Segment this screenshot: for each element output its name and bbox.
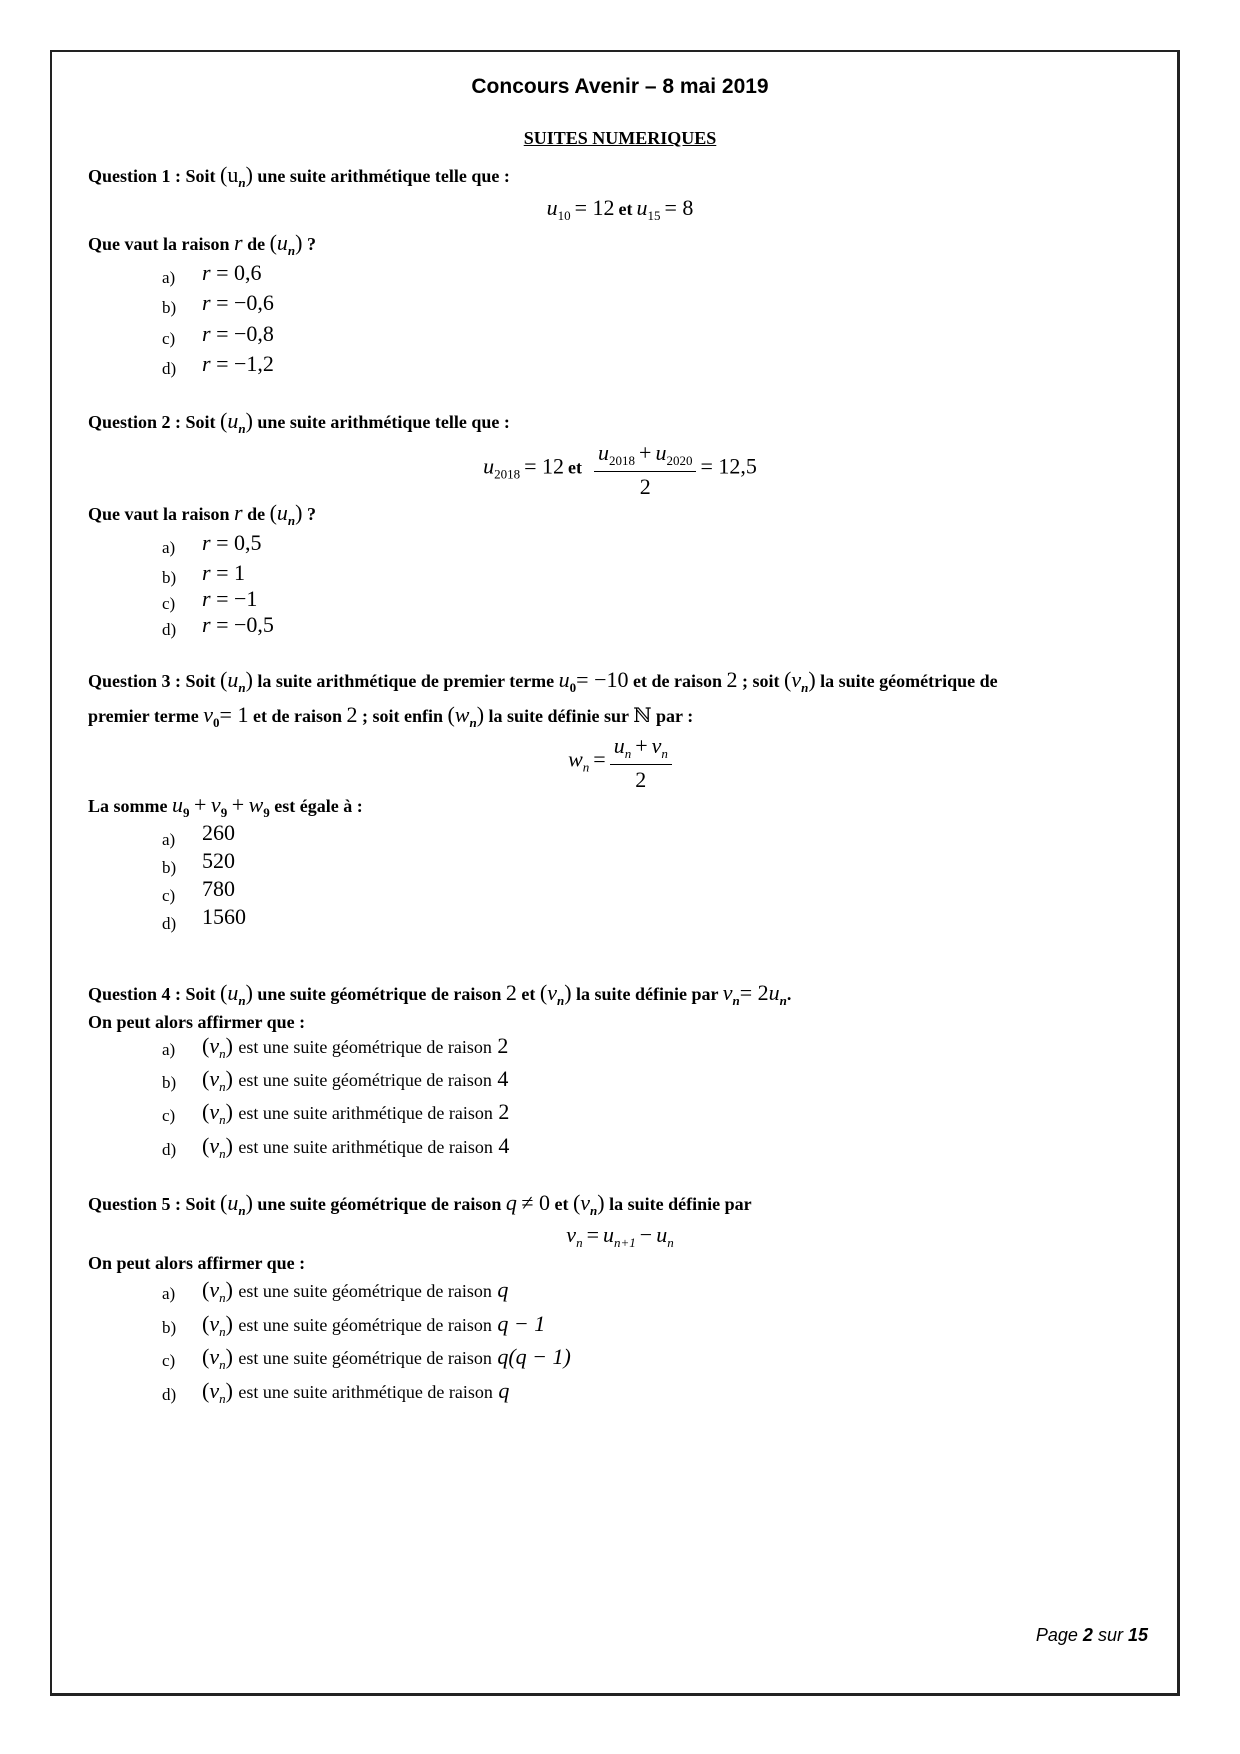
- q4-option-b[interactable]: $(v_n)$ est une suite géométrique de raison 4: [202, 1066, 509, 1094]
- question-2-equation: $u_{2018} = 12$ et $\frac{u_{2018} + u_{2020}}{2}$ = 12,5: [483, 440, 757, 499]
- question-4-statement: Question 4 : Soit $(u_n)$ une suite géométrique de raison 2 et $(v_n)$ la suite définie par $v_n= 2u_n$.: [88, 980, 792, 1008]
- q2-option-a-letter: a): [162, 538, 176, 557]
- question-5-equation: $v_n = u_{n+1} - u_n$: [566, 1222, 674, 1250]
- q5-option-c-letter: c): [162, 1351, 176, 1370]
- question-3-prompt: La somme $u_9 + v_9 + w_9$ est égale à :: [88, 792, 363, 820]
- q3-option-d-letter: d): [162, 914, 177, 933]
- q1-option-a-letter: a): [162, 268, 176, 287]
- question-3-statement-line-2: premier terme $v_0= 1$ et de raison 2 ; soit enfin $(w_n)$ la suite définie sur ℕ par :: [88, 702, 694, 730]
- q2-option-d[interactable]: r = −0,5: [202, 612, 274, 637]
- question-2-statement: Question 2 : Soit $(u_n)$ une suite arithmétique telle que :: [88, 408, 510, 436]
- q3-option-a[interactable]: 260: [202, 820, 235, 845]
- q4-option-d[interactable]: $(v_n)$ est une suite arithmétique de raison 4: [202, 1133, 510, 1161]
- q3-option-c-letter: c): [162, 886, 176, 905]
- q3-option-a-letter: a): [162, 830, 176, 849]
- q5-option-d-letter: d): [162, 1385, 177, 1404]
- q5-option-c[interactable]: $(v_n)$ est une suite géométrique de raison q(q − 1): [202, 1344, 571, 1372]
- question-4-prompt: On peut alors affirmer que :: [88, 1012, 306, 1032]
- q3-option-c[interactable]: 780: [202, 876, 235, 901]
- section-title: SUITES NUMERIQUES: [523, 128, 717, 148]
- q1-option-b[interactable]: r = −0,6: [202, 290, 274, 315]
- q1-option-b-letter: b): [162, 298, 177, 317]
- question-1-statement: Question 1 : Soit $(u_n)$ une suite arithmétique telle que :: [88, 162, 510, 190]
- q5-option-a-letter: a): [162, 1284, 176, 1303]
- q1-option-c[interactable]: r = −0,8: [202, 321, 274, 346]
- q5-option-d[interactable]: $(v_n)$ est une suite arithmétique de raison q: [202, 1378, 510, 1406]
- q2-option-b[interactable]: r = 1: [202, 560, 245, 585]
- q5-option-b[interactable]: $(v_n)$ est une suite géométrique de raison q − 1: [202, 1311, 546, 1339]
- q2-option-b-letter: b): [162, 568, 177, 587]
- page-title: Concours Avenir – 8 mai 2019: [471, 75, 769, 98]
- question-1-equation: $u_{10} = 12$ et $u_{15} = 8$: [546, 195, 694, 223]
- q2-option-d-letter: d): [162, 620, 177, 639]
- q1-option-c-letter: c): [162, 329, 176, 348]
- q3-option-b[interactable]: 520: [202, 848, 235, 873]
- question-3-statement-line-1: Question 3 : Soit $(u_n)$ la suite arithmétique de premier terme $u_0= -10$ et de raison 2 ; soit $(v_n)$ la suite géométrique de: [88, 667, 998, 695]
- q1-option-d-letter: d): [162, 359, 177, 378]
- question-5-statement: Question 5 : Soit $(u_n)$ une suite géométrique de raison q ≠ 0 et $(v_n)$ la suite définie par: [88, 1190, 752, 1218]
- question-2-prompt: Que vaut la raison r de $(u_n)$ ?: [88, 500, 316, 528]
- q3-option-b-letter: b): [162, 858, 177, 877]
- q4-option-c-letter: c): [162, 1106, 176, 1125]
- page-number: Page 2 sur 15: [1035, 1625, 1148, 1645]
- q5-option-a[interactable]: $(v_n)$ est une suite géométrique de raison q: [202, 1277, 509, 1305]
- q2-option-c-letter: c): [162, 594, 176, 613]
- q2-option-c[interactable]: r = −1: [202, 586, 258, 611]
- q3-option-d[interactable]: 1560: [202, 904, 246, 929]
- question-1-prompt: Que vaut la raison r de $(u_n)$ ?: [88, 230, 316, 258]
- q1-option-d[interactable]: r = −1,2: [202, 351, 274, 376]
- q4-option-b-letter: b): [162, 1073, 177, 1092]
- q4-option-d-letter: d): [162, 1140, 177, 1159]
- question-3-equation: $w_n$ = $\frac{u_n + v_n}{2}$: [0, 733, 1240, 793]
- q4-option-a-letter: a): [162, 1040, 176, 1059]
- q5-option-b-letter: b): [162, 1318, 177, 1337]
- q4-option-a[interactable]: $(v_n)$ est une suite géométrique de raison 2: [202, 1033, 509, 1061]
- q1-option-a[interactable]: r = 0,6: [202, 260, 262, 285]
- q2-option-a[interactable]: r = 0,5: [202, 530, 262, 555]
- question-5-prompt: On peut alors affirmer que :: [88, 1253, 306, 1273]
- q4-option-c[interactable]: $(v_n)$ est une suite arithmétique de raison 2: [202, 1099, 510, 1127]
